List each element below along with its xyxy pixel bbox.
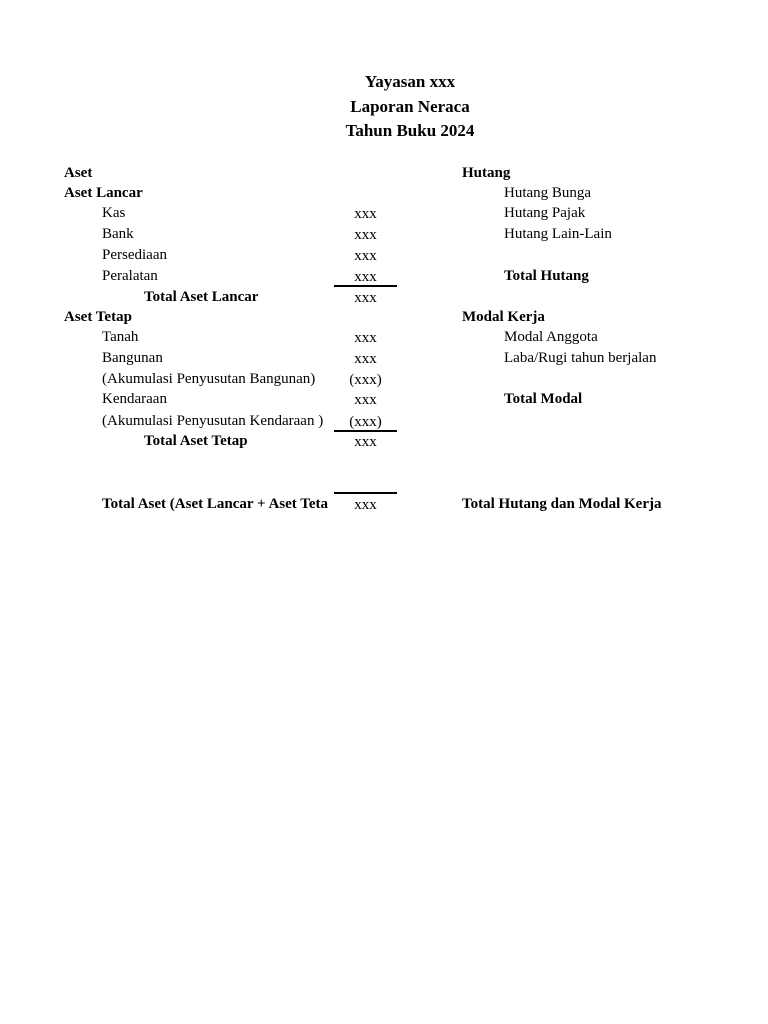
fixed-asset-label: Bangunan [102,350,163,366]
fixed-asset-value: (xxx) [349,372,382,388]
grand-total-rule [334,492,397,494]
fixed-asset-value: xxx [354,351,377,367]
current-asset-label: Bank [102,226,134,242]
fixed-asset-label: Kendaraan [102,391,167,407]
current-asset-label: Peralatan [102,268,158,284]
total-assets-value: xxx [354,497,377,513]
current-asset-value: xxx [354,227,377,243]
liability-label: Hutang Pajak [504,205,586,221]
equity-label: Modal Anggota [504,329,598,345]
total-fixed-assets-label: Total Aset Tetap [144,433,248,449]
current-asset-value: xxx [354,269,377,285]
fixed-assets-heading: Aset Tetap [64,309,132,325]
assets-heading: Aset [64,165,93,181]
equity-label: Laba/Rugi tahun berjalan [504,350,657,366]
current-assets-heading: Aset Lancar [64,185,143,201]
total-liabilities-label: Total Hutang [504,268,589,284]
total-fixed-assets-value: xxx [354,434,377,450]
liabilities-heading: Hutang [462,165,511,181]
subtotal-rule [334,430,397,432]
fixed-asset-value: (xxx) [349,414,382,430]
fixed-asset-label: (Akumulasi Penyusutan Kendaraan ) [102,413,324,429]
total-equity-label: Total Modal [504,391,583,407]
fixed-asset-label: Tanah [102,329,139,345]
report-title: Laporan Neraca [350,97,470,116]
total-assets-label: Total Aset (Aset Lancar + Aset Teta [102,496,329,512]
total-current-assets-label: Total Aset Lancar [144,289,259,305]
total-current-assets-value: xxx [354,290,377,306]
current-asset-value: xxx [354,248,377,264]
liability-label: Hutang Bunga [504,185,592,201]
liability-label: Hutang Lain-Lain [504,226,612,242]
equity-heading: Modal Kerja [462,309,545,325]
current-asset-label: Kas [102,205,126,221]
current-asset-label: Persediaan [102,247,167,263]
organization-title: Yayasan xxx [364,72,456,91]
fixed-asset-value: xxx [354,330,377,346]
current-asset-value: xxx [354,206,377,222]
fixed-asset-value: xxx [354,392,377,408]
subtotal-rule [334,285,397,287]
report-period: Tahun Buku 2024 [345,121,475,140]
total-liabilities-equity-label: Total Hutang dan Modal Kerja [462,496,662,512]
fixed-asset-label: (Akumulasi Penyusutan Bangunan) [102,371,316,387]
